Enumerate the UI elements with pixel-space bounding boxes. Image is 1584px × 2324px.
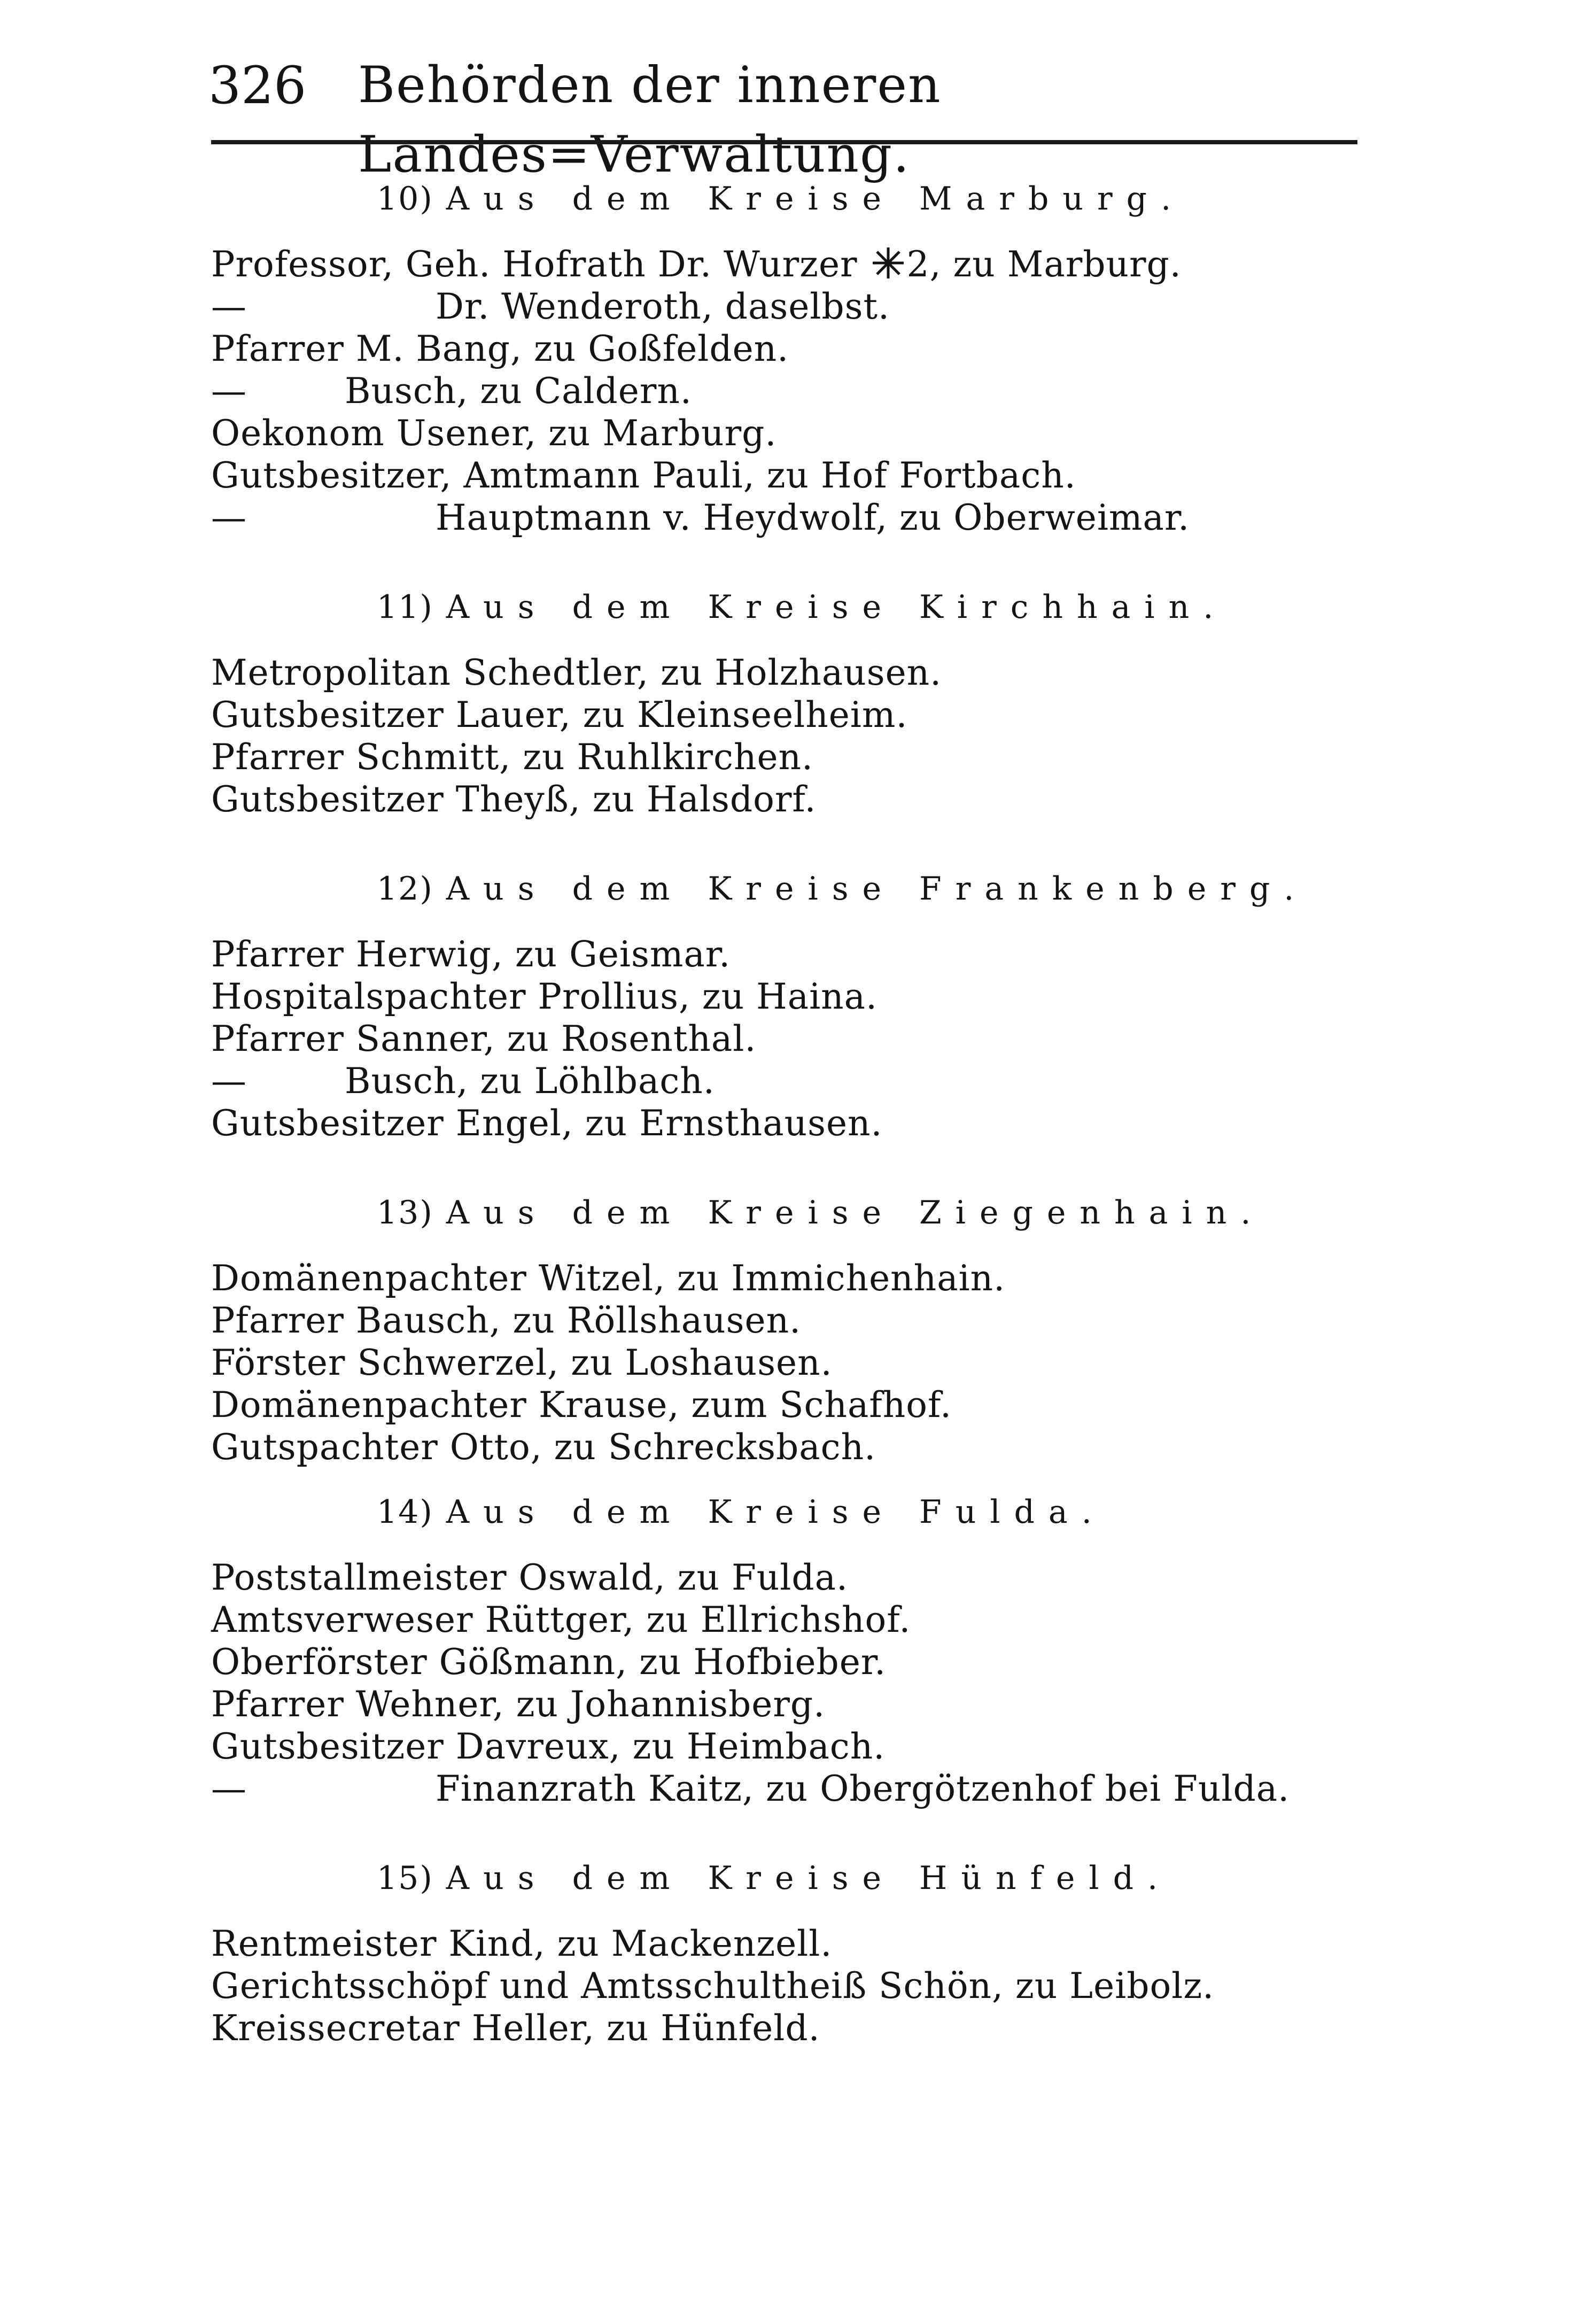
section-heading: 13) Aus dem Kreise Ziegenhain. bbox=[377, 1194, 1265, 1231]
list-item: Hospitalspachter Prollius, zu Haina. bbox=[211, 976, 878, 1017]
list-item: Kreissecretar Heller, zu Hünfeld. bbox=[211, 2008, 820, 2049]
page-number: 326 bbox=[208, 56, 307, 115]
list-item: — Finanzrath Kaitz, zu Obergötzenhof bei Fulda. bbox=[211, 1768, 1290, 1809]
section-kreis-huenfeld bbox=[211, 1834, 1360, 2049]
list-item: — Dr. Wenderoth, daselbst. bbox=[211, 286, 890, 327]
list-item: Pfarrer Wehner, zu Johannisberg. bbox=[211, 1684, 826, 1725]
list-item: Rentmeister Kind, zu Mackenzell. bbox=[211, 1923, 833, 1964]
list-item: Amtsverweser Rüttger, zu Ellrichshof. bbox=[211, 1599, 911, 1640]
section-heading: 11) Aus dem Kreise Kirchhain. bbox=[377, 588, 1228, 626]
page-header bbox=[208, 51, 1363, 184]
section-heading: 14) Aus dem Kreise Fulda. bbox=[377, 1493, 1106, 1531]
list-item: Gutsbesitzer Theyß, zu Halsdorf. bbox=[211, 779, 817, 820]
list-item: — Hauptmann v. Heydwolf, zu Oberweimar. bbox=[211, 497, 1190, 538]
list-item: Gutspachter Otto, zu Schrecksbach. bbox=[211, 1427, 876, 1468]
list-item: Metropolitan Schedtler, zu Holzhausen. bbox=[211, 652, 942, 693]
list-item: Gutsbesitzer Engel, zu Ernsthausen. bbox=[211, 1103, 883, 1144]
list-item: Gutsbesitzer, Amtmann Pauli, zu Hof Fortbach. bbox=[211, 455, 1076, 496]
list-item: — Busch, zu Caldern. bbox=[211, 370, 692, 412]
list-item: Poststallmeister Oswald, zu Fulda. bbox=[211, 1557, 848, 1598]
list-item: Professor, Geh. Hofrath Dr. Wurzer 2, zu Marburg. bbox=[211, 244, 1182, 285]
list-item: Pfarrer Herwig, zu Geismar. bbox=[211, 934, 731, 975]
section-heading: 10) Aus dem Kreise Marburg. bbox=[377, 180, 1185, 218]
section-kreis-ziegenhain bbox=[211, 1169, 1360, 1468]
list-item: Oberförster Gößmann, zu Hofbieber. bbox=[211, 1641, 887, 1683]
section-kreis-marburg bbox=[211, 155, 1360, 539]
list-item: Förster Schwerzel, zu Loshausen. bbox=[211, 1342, 833, 1383]
section-heading: 15) Aus dem Kreise Hünfeld. bbox=[377, 1860, 1172, 1897]
section-kreis-frankenberg bbox=[211, 845, 1360, 1144]
section-heading: 12) Aus dem Kreise Frankenberg. bbox=[377, 870, 1308, 908]
list-item: Gerichtsschöpf und Amtsschultheiß Schön, zu Leibolz. bbox=[211, 1965, 1215, 2007]
list-item: Gutsbesitzer Davreux, zu Heimbach. bbox=[211, 1726, 886, 1767]
page-body bbox=[211, 155, 1360, 2049]
header-rule bbox=[211, 140, 1357, 144]
section-kreis-kirchhain bbox=[211, 563, 1360, 820]
list-item: Pfarrer Schmitt, zu Ruhlkirchen. bbox=[211, 737, 813, 778]
list-item: Gutsbesitzer Lauer, zu Kleinseelheim. bbox=[211, 694, 908, 735]
list-item: — Busch, zu Löhlbach. bbox=[211, 1060, 715, 1102]
list-item: Pfarrer Sanner, zu Rosenthal. bbox=[211, 1018, 757, 1059]
list-item: Domänenpachter Witzel, zu Immichenhain. bbox=[211, 1258, 1006, 1299]
list-item: Pfarrer M. Bang, zu Goßfelden. bbox=[211, 328, 789, 369]
running-title: Behörden der inneren Landes=Verwaltung. bbox=[358, 56, 942, 184]
section-kreis-fulda bbox=[211, 1468, 1360, 1810]
order-cross-icon bbox=[869, 245, 907, 281]
list-item: Oekonom Usener, zu Marburg. bbox=[211, 413, 777, 454]
list-item: Domänenpachter Krause, zum Schafhof. bbox=[211, 1384, 952, 1426]
list-item: Pfarrer Bausch, zu Röllshausen. bbox=[211, 1300, 802, 1341]
